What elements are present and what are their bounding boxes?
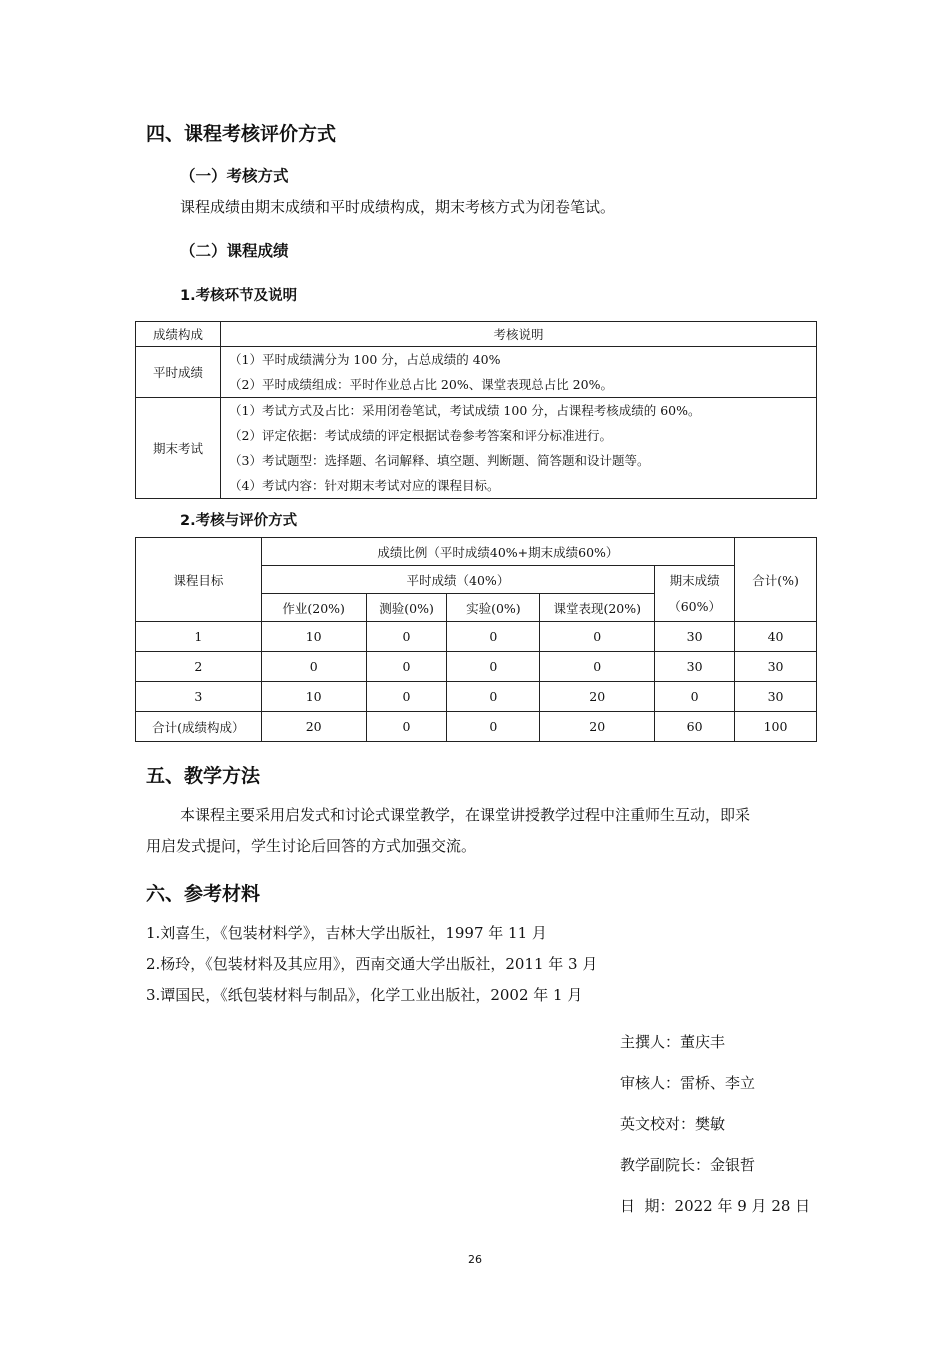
- cell: 30: [735, 682, 817, 712]
- sub1-title: （一）考核方式: [180, 167, 289, 185]
- section4-title: 四、课程考核评价方式: [146, 123, 337, 145]
- sub1-text: 课程成绩由期末成绩和平时成绩构成，期末考核方式为闭卷笔试。: [180, 198, 616, 216]
- dean-line: 教学副院长：金银哲: [620, 1156, 756, 1174]
- table-row: [136, 712, 817, 742]
- sub2-title: （二）课程成绩: [180, 242, 289, 260]
- desc-line: （2）平时成绩组成：平时作业总占比 20%、课堂表现总占比 20%。: [229, 377, 613, 392]
- subheader-lab: 实验(0%): [447, 594, 540, 622]
- section6-title: 六、参考材料: [146, 883, 261, 905]
- row-desc-usual: [221, 347, 817, 398]
- cell: 10: [261, 622, 366, 652]
- row-label-final: 期末考试: [136, 398, 221, 499]
- desc-line: （1）考试方式及占比：采用闭卷笔试，考试成绩 100 分，占课程考核成绩的 60%。: [229, 403, 701, 418]
- cell: 0: [447, 622, 540, 652]
- cell: 0: [447, 682, 540, 712]
- author-line: 主撰人：董庆丰: [620, 1033, 726, 1051]
- cell: 0: [366, 622, 447, 652]
- cell: 20: [540, 682, 655, 712]
- assessment-table: [135, 321, 817, 499]
- cell: 2: [136, 652, 262, 682]
- cell: 20: [540, 712, 655, 742]
- section5-line2: 用启发式提问，学生讨论后回答的方式加强交流。: [146, 837, 477, 855]
- cell: 40: [735, 622, 817, 652]
- page-number: 26: [468, 1253, 482, 1266]
- cell: 0: [655, 682, 735, 712]
- cell: 20: [261, 712, 366, 742]
- cell: 100: [735, 712, 817, 742]
- table-row: [136, 398, 817, 499]
- table-header-cell: 成绩构成: [136, 322, 221, 347]
- header-final-line1: 期末成绩: [669, 572, 720, 588]
- item1-title: 1.考核环节及说明: [180, 288, 298, 304]
- subheader-homework: 作业(20%): [261, 594, 366, 622]
- cell: 0: [447, 712, 540, 742]
- table-row: [136, 322, 817, 347]
- row-label-usual: 平时成绩: [136, 347, 221, 398]
- cell: 0: [447, 652, 540, 682]
- row-desc-final: [221, 398, 817, 499]
- reviewer-line: 审核人：雷桥、李立: [620, 1074, 756, 1092]
- cell: 10: [261, 682, 366, 712]
- evaluation-table: [135, 537, 817, 742]
- header-goal: 课程目标: [136, 538, 262, 622]
- reference-item: 2.杨玲，《包装材料及其应用》，西南交通大学出版社，2011 年 3 月: [146, 955, 598, 973]
- table-row: [136, 622, 817, 652]
- cell: 0: [261, 652, 366, 682]
- header-ratio: 成绩比例（平时成绩40%+期末成绩60%）: [261, 538, 734, 566]
- subheader-quiz: 测验(0%): [366, 594, 447, 622]
- cell: 0: [540, 622, 655, 652]
- desc-line: （2）评定依据：考试成绩的评定根据试卷参考答案和评分标准进行。: [229, 428, 612, 443]
- desc-line: （4）考试内容：针对期末考试对应的课程目标。: [229, 478, 500, 493]
- reference-item: 3.谭国民，《纸包装材料与制品》，化学工业出版社，2002 年 1 月: [146, 986, 583, 1004]
- cell: 30: [735, 652, 817, 682]
- table-row: [136, 347, 817, 398]
- date-line: 日 期：2022 年 9 月 28 日: [620, 1197, 811, 1215]
- cell: 3: [136, 682, 262, 712]
- cell: 0: [366, 652, 447, 682]
- table-row: [136, 652, 817, 682]
- header-total: 合计(%): [735, 538, 817, 622]
- header-final: [655, 566, 735, 622]
- cell: 1: [136, 622, 262, 652]
- table-row: [136, 682, 817, 712]
- cell: 30: [655, 622, 735, 652]
- header-final-line2: （60%）: [668, 598, 721, 614]
- desc-line: （1）平时成绩满分为 100 分，占总成绩的 40%: [229, 352, 501, 367]
- cell: 60: [655, 712, 735, 742]
- table-header-cell: 考核说明: [221, 322, 817, 347]
- cell: 0: [540, 652, 655, 682]
- subheader-class: 课堂表现(20%): [540, 594, 655, 622]
- desc-line: （3）考试题型：选择题、名词解释、填空题、判断题、简答题和设计题等。: [229, 453, 650, 468]
- cell: 合计(成绩构成）: [136, 712, 262, 742]
- section5-line1: 本课程主要采用启发式和讨论式课堂教学，在课堂讲授教学过程中注重师生互动，即采: [180, 806, 751, 824]
- cell: 0: [366, 682, 447, 712]
- header-usual: 平时成绩（40%）: [261, 566, 654, 594]
- cell: 30: [655, 652, 735, 682]
- table-row: [136, 538, 817, 566]
- cell: 0: [366, 712, 447, 742]
- reference-item: 1.刘喜生，《包装材料学》，吉林大学出版社，1997 年 11 月: [146, 924, 547, 942]
- proofreader-line: 英文校对：樊敏: [620, 1115, 726, 1133]
- section5-title: 五、教学方法: [146, 765, 261, 787]
- item2-title: 2.考核与评价方式: [180, 513, 298, 529]
